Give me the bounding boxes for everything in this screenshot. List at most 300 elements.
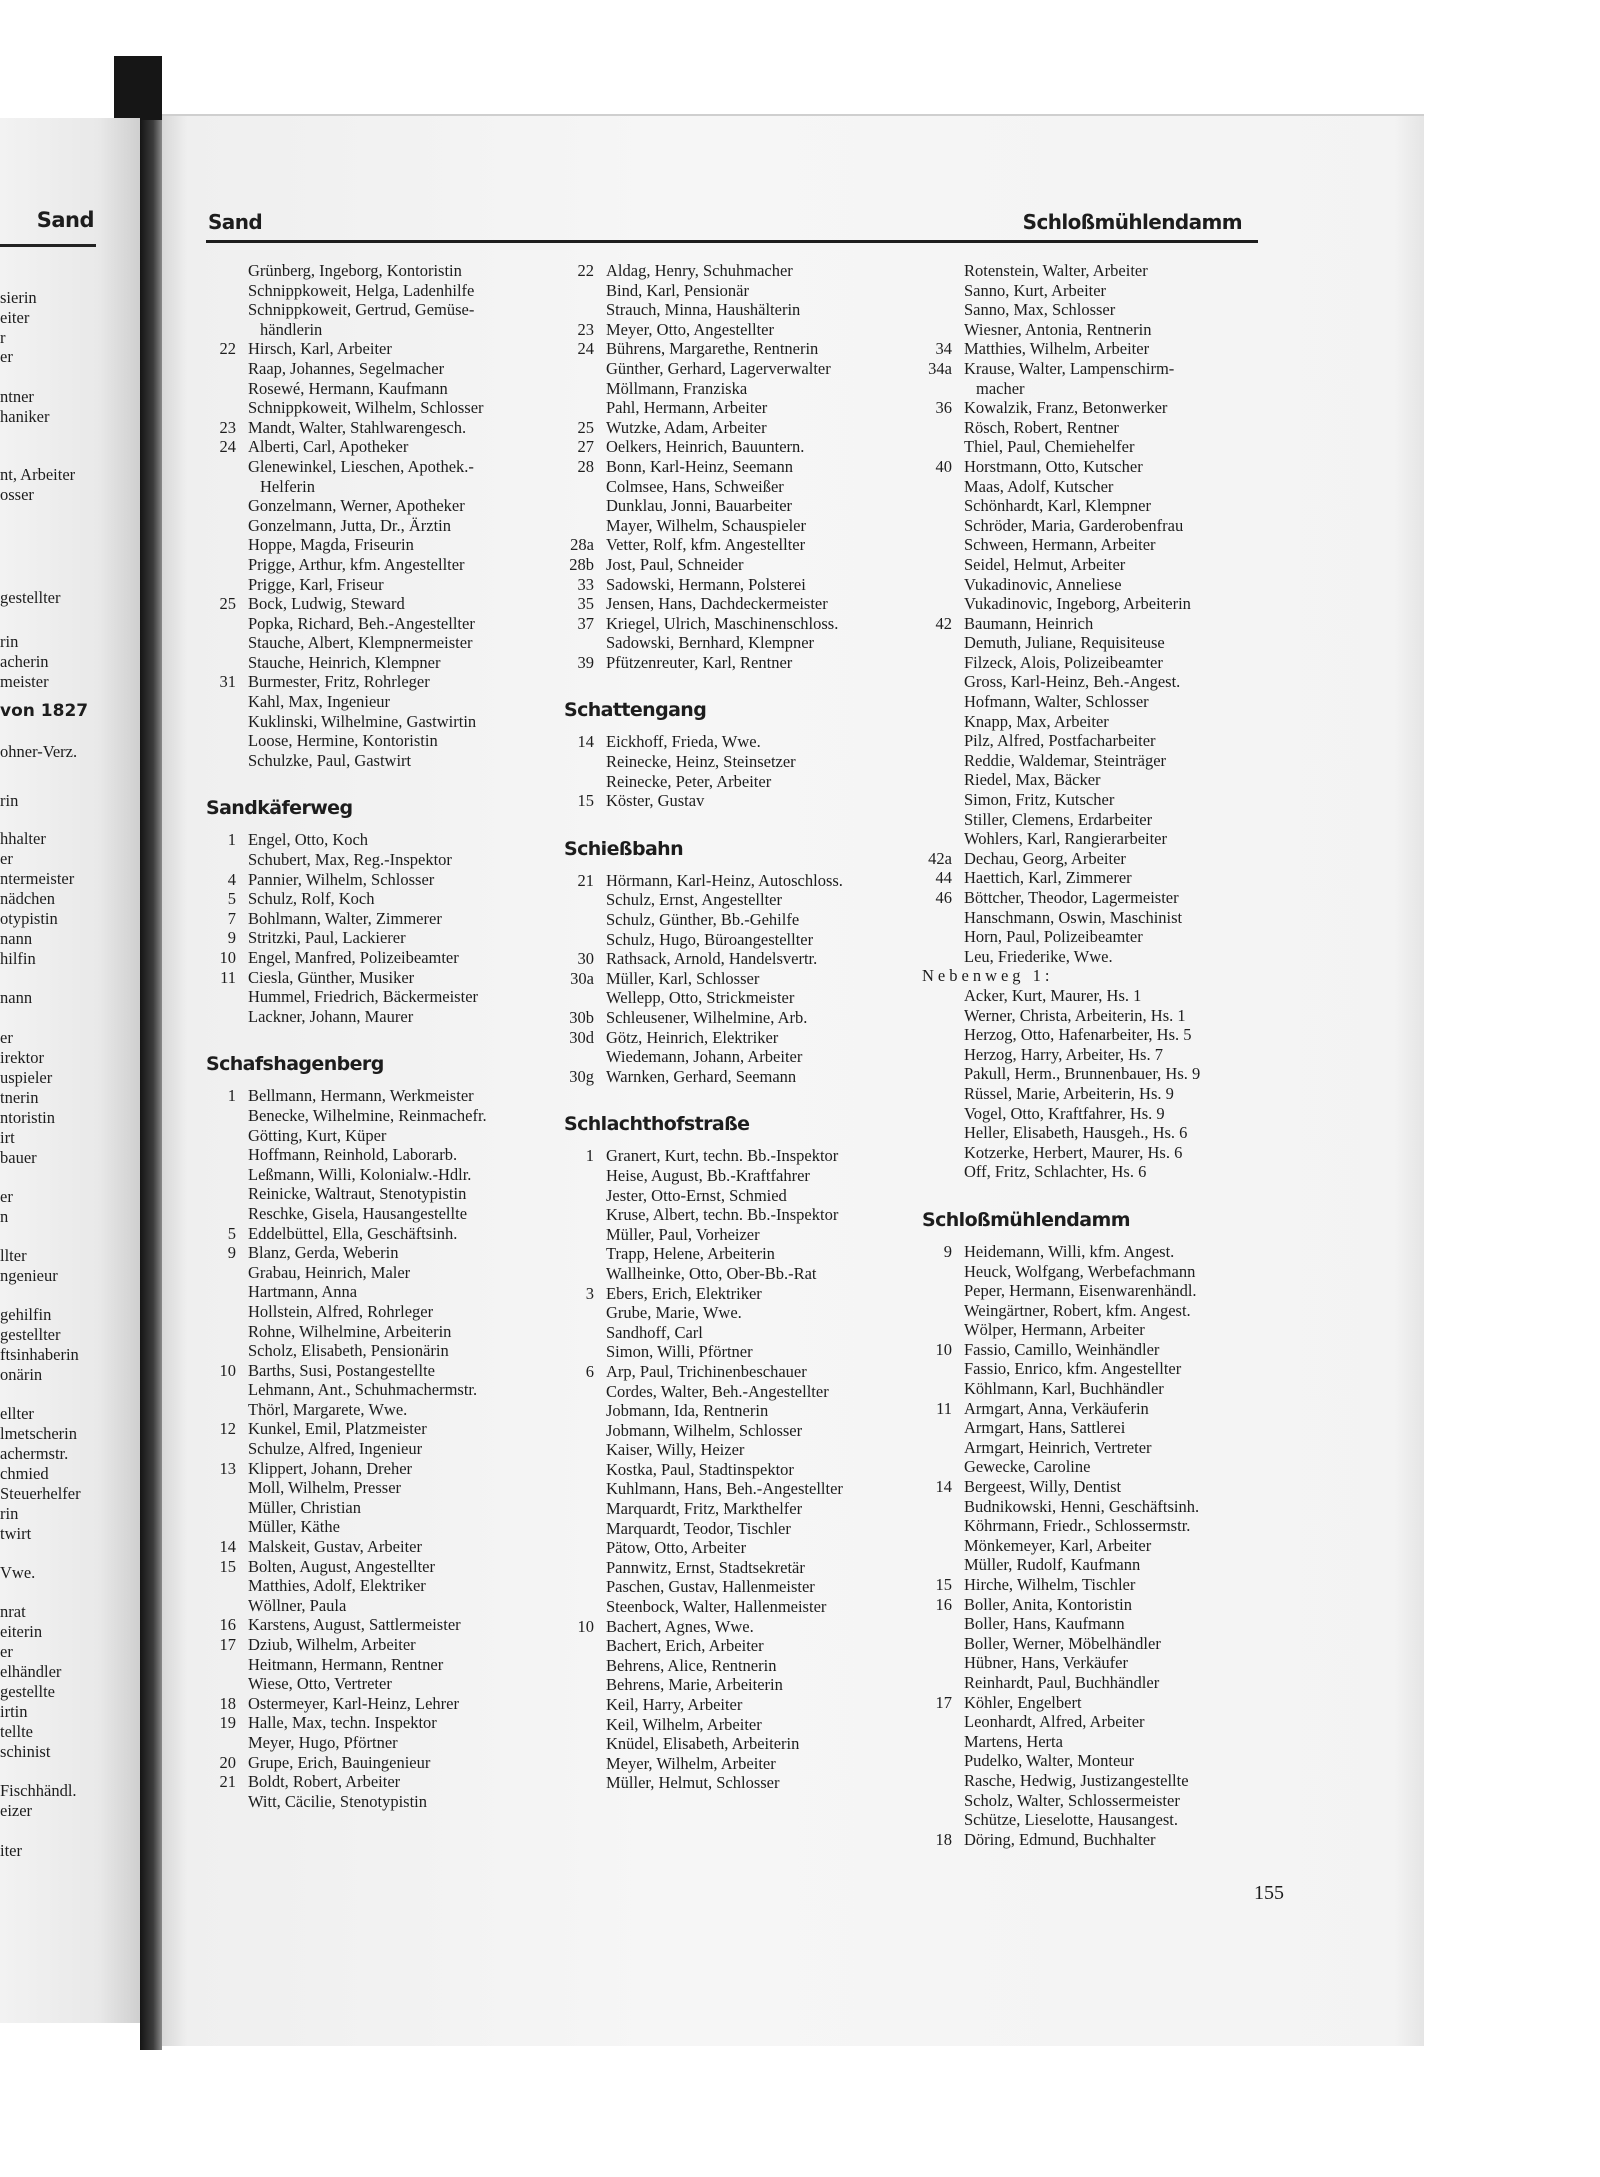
resident-text: Pudelko, Walter, Monteur bbox=[964, 1751, 1135, 1771]
resident-entry bbox=[564, 398, 904, 418]
resident-text: Budnikowski, Henni, Geschäftsinh. bbox=[964, 1496, 1200, 1516]
resident-text: Pahl, Hermann, Arbeiter bbox=[606, 398, 768, 418]
resident-text: Bolten, August, Angestellter bbox=[248, 1556, 435, 1576]
resident-entry bbox=[564, 1008, 904, 1028]
resident-entry bbox=[564, 1421, 904, 1441]
left-page-fragment: er bbox=[0, 1187, 13, 1206]
resident-text: Gonzelmann, Jutta, Dr., Ärztin bbox=[248, 515, 451, 535]
resident-entry bbox=[922, 516, 1272, 536]
directory-column-2 bbox=[564, 261, 904, 1793]
house-number: 14 bbox=[577, 732, 594, 752]
resident-entry bbox=[922, 1006, 1272, 1026]
resident-entry bbox=[564, 1303, 904, 1323]
house-number bbox=[922, 261, 964, 281]
resident-entry bbox=[922, 261, 1272, 281]
left-page-fragment: ntermeister bbox=[0, 869, 75, 888]
resident-text: Rasche, Hedwig, Justizangestellte bbox=[964, 1770, 1189, 1790]
resident-entry bbox=[206, 1478, 546, 1498]
house-number: 34 bbox=[935, 339, 952, 359]
left-page-fragment: r bbox=[0, 328, 6, 347]
resident-text: Malskeit, Gustav, Arbeiter bbox=[248, 1537, 422, 1557]
resident-entry bbox=[922, 1242, 1272, 1262]
left-page-fragment: ohner-Verz. bbox=[0, 742, 78, 761]
house-number: 1 bbox=[585, 1146, 594, 1166]
house-number bbox=[564, 1264, 606, 1284]
resident-text: Mandt, Walter, Stahlwarengesch. bbox=[248, 417, 467, 437]
resident-entry bbox=[564, 1460, 904, 1480]
resident-text: Peper, Hermann, Eisenwarenhändl. bbox=[964, 1281, 1197, 1301]
resident-entry bbox=[564, 988, 904, 1008]
house-number: 14 bbox=[219, 1537, 236, 1557]
left-page-fragment: gestellter bbox=[0, 588, 61, 607]
resident-entry bbox=[206, 437, 546, 457]
house-number bbox=[922, 300, 964, 320]
house-number bbox=[922, 1732, 964, 1752]
house-number bbox=[922, 1025, 964, 1045]
house-number bbox=[206, 1655, 248, 1675]
house-number: 3 bbox=[585, 1283, 594, 1303]
resident-entry bbox=[922, 1045, 1272, 1065]
house-number bbox=[922, 575, 964, 595]
resident-entry bbox=[564, 1401, 904, 1421]
resident-text: Pannier, Wilhelm, Schlosser bbox=[248, 869, 435, 889]
house-number bbox=[922, 947, 964, 967]
resident-text: Boller, Werner, Möbelhändler bbox=[964, 1633, 1161, 1653]
resident-entry bbox=[206, 1576, 546, 1596]
resident-text: Arp, Paul, Trichinenbeschauer bbox=[606, 1361, 807, 1381]
resident-text: Jobmann, Wilhelm, Schlosser bbox=[606, 1420, 803, 1440]
resident-entry bbox=[922, 868, 1272, 888]
left-page-fragment: nann bbox=[0, 988, 33, 1007]
house-number bbox=[922, 1438, 964, 1458]
resident-entry bbox=[206, 968, 546, 988]
left-page-fragment: nann bbox=[0, 929, 33, 948]
resident-entry bbox=[564, 575, 904, 595]
house-number bbox=[922, 496, 964, 516]
resident-entry bbox=[206, 418, 546, 438]
resident-entry bbox=[564, 379, 904, 399]
resident-entry bbox=[922, 1301, 1272, 1321]
resident-text: Marquardt, Fritz, Markthelfer bbox=[606, 1499, 803, 1519]
house-number bbox=[922, 1281, 964, 1301]
house-number: 42 bbox=[935, 613, 952, 633]
house-number bbox=[922, 1084, 964, 1104]
resident-entry bbox=[922, 653, 1272, 673]
resident-text: Wiese, Otto, Vertreter bbox=[248, 1674, 392, 1694]
resident-entry bbox=[206, 1733, 546, 1753]
resident-entry bbox=[564, 516, 904, 536]
house-number bbox=[206, 1517, 248, 1537]
resident-entry bbox=[922, 672, 1272, 692]
resident-text: Helferin bbox=[260, 476, 315, 496]
resident-text: Rohne, Wilhelmine, Arbeiterin bbox=[248, 1321, 452, 1341]
house-number bbox=[206, 633, 248, 653]
resident-text: Herzog, Harry, Arbeiter, Hs. 7 bbox=[964, 1044, 1163, 1064]
house-number bbox=[922, 653, 964, 673]
resident-text: Sandhoff, Carl bbox=[606, 1322, 703, 1342]
resident-text: Schnippkoweit, Wilhelm, Schlosser bbox=[248, 398, 484, 418]
resident-entry bbox=[564, 457, 904, 477]
resident-text: Thörl, Margarete, Wwe. bbox=[248, 1399, 408, 1419]
resident-entry bbox=[206, 909, 546, 929]
resident-entry bbox=[922, 829, 1272, 849]
resident-entry bbox=[206, 281, 546, 301]
house-number bbox=[922, 594, 964, 614]
left-page-fragment: hhalter bbox=[0, 829, 46, 848]
resident-text: Böttcher, Theodor, Lagermeister bbox=[964, 888, 1179, 907]
resident-entry bbox=[564, 1617, 904, 1637]
resident-text: Raap, Johannes, Segelmacher bbox=[248, 358, 445, 378]
resident-entry bbox=[922, 888, 1272, 908]
house-number bbox=[922, 516, 964, 536]
house-number bbox=[564, 1538, 606, 1558]
resident-entry bbox=[922, 1653, 1272, 1673]
resident-text: Stauche, Albert, Klempnermeister bbox=[248, 633, 473, 653]
resident-text: Schulz, Ernst, Angestellter bbox=[606, 890, 782, 910]
house-number bbox=[206, 1322, 248, 1342]
resident-text: macher bbox=[976, 378, 1025, 398]
resident-text: Köhrmann, Friedr., Schlossermstr. bbox=[964, 1516, 1191, 1536]
house-number: 25 bbox=[577, 417, 594, 437]
resident-entry bbox=[922, 1830, 1272, 1850]
resident-text: Schulze, Alfred, Ingenieur bbox=[248, 1439, 423, 1459]
left-page-fragment: Fischhändl. bbox=[0, 1781, 77, 1800]
resident-entry bbox=[922, 359, 1272, 379]
left-page-fragment: n bbox=[0, 1207, 9, 1226]
resident-entry bbox=[922, 1162, 1272, 1182]
resident-text: Stiller, Clemens, Erdarbeiter bbox=[964, 809, 1153, 829]
house-number: 28a bbox=[570, 535, 594, 555]
house-number bbox=[564, 300, 606, 320]
page-number: 155 bbox=[1254, 1882, 1284, 1904]
resident-text: Vukadinovic, Ingeborg, Arbeiterin bbox=[964, 594, 1191, 614]
house-number: 40 bbox=[935, 456, 952, 476]
house-number bbox=[564, 1695, 606, 1715]
house-number bbox=[922, 1791, 964, 1811]
resident-entry bbox=[206, 379, 546, 399]
resident-text: Jobmann, Ida, Rentnerin bbox=[606, 1401, 769, 1421]
resident-entry bbox=[206, 555, 546, 575]
resident-entry bbox=[206, 830, 546, 850]
house-number bbox=[564, 1303, 606, 1323]
house-number bbox=[564, 516, 606, 536]
house-number bbox=[564, 1047, 606, 1067]
resident-text: Granert, Kurt, techn. Bb.-Inspektor bbox=[606, 1146, 839, 1166]
left-page-fragment: nrat bbox=[0, 1602, 26, 1621]
left-page-fragment: nädchen bbox=[0, 889, 55, 908]
house-number bbox=[564, 1166, 606, 1186]
resident-text: Kahl, Max, Ingenieur bbox=[248, 692, 391, 712]
resident-entry bbox=[564, 1264, 904, 1284]
resident-text: Reschke, Gisela, Hausangestellte bbox=[248, 1203, 468, 1223]
resident-text: Bergeest, Willy, Dentist bbox=[964, 1477, 1122, 1497]
house-number bbox=[922, 692, 964, 712]
resident-text: Bind, Karl, Pensionär bbox=[606, 280, 749, 300]
resident-text: Klippert, Johann, Dreher bbox=[248, 1458, 413, 1478]
house-number bbox=[206, 1674, 248, 1694]
resident-entry bbox=[922, 1712, 1272, 1732]
resident-text: Wohlers, Karl, Rangierarbeiter bbox=[964, 829, 1168, 849]
resident-text: Wellepp, Otto, Strickmeister bbox=[606, 988, 795, 1008]
resident-entry bbox=[922, 339, 1272, 359]
resident-text: Martens, Herta bbox=[964, 1731, 1063, 1751]
house-number bbox=[206, 1302, 248, 1322]
house-number bbox=[206, 398, 248, 418]
house-number: 44 bbox=[935, 868, 952, 888]
resident-text: Heise, August, Bb.-Kraftfahrer bbox=[606, 1165, 810, 1185]
house-number bbox=[206, 535, 248, 555]
resident-text: Heuck, Wolfgang, Werbefachmann bbox=[964, 1261, 1196, 1281]
resident-text: Jensen, Hans, Dachdeckermeister bbox=[606, 594, 828, 614]
header-rule bbox=[206, 240, 1258, 243]
resident-text: Lehmann, Ant., Schuhmachermstr. bbox=[248, 1380, 478, 1400]
directory-column-3 bbox=[922, 261, 1272, 1849]
resident-entry bbox=[922, 947, 1272, 967]
resident-entry bbox=[564, 496, 904, 516]
house-number: 20 bbox=[219, 1752, 236, 1772]
resident-text: Scholz, Walter, Schlossermeister bbox=[964, 1790, 1180, 1810]
house-number bbox=[922, 1555, 964, 1575]
resident-entry bbox=[564, 320, 904, 340]
house-number bbox=[206, 1106, 248, 1126]
resident-text: Hoppe, Magda, Friseurin bbox=[248, 535, 414, 555]
resident-text: Stritzki, Paul, Lackierer bbox=[248, 928, 406, 948]
resident-text: Müller, Paul, Vorheizer bbox=[606, 1224, 760, 1244]
house-number: 17 bbox=[219, 1635, 236, 1654]
house-number bbox=[564, 1773, 606, 1793]
house-number: 30g bbox=[569, 1066, 594, 1086]
resident-entry bbox=[206, 614, 546, 634]
resident-entry bbox=[922, 1359, 1272, 1379]
resident-entry bbox=[206, 928, 546, 948]
resident-text: Moll, Wilhelm, Presser bbox=[248, 1478, 402, 1498]
house-number bbox=[922, 1457, 964, 1477]
resident-entry bbox=[922, 633, 1272, 653]
resident-entry bbox=[922, 1262, 1272, 1282]
house-number bbox=[922, 281, 964, 301]
house-number: 4 bbox=[227, 869, 236, 889]
left-page-fragment: osser bbox=[0, 485, 34, 504]
resident-entry bbox=[206, 477, 546, 497]
resident-entry bbox=[922, 379, 1272, 399]
resident-entry bbox=[922, 1064, 1272, 1084]
resident-text: Baumann, Heinrich bbox=[964, 613, 1094, 633]
resident-entry bbox=[922, 986, 1272, 1006]
resident-text: Armgart, Anna, Verkäuferin bbox=[964, 1398, 1149, 1418]
resident-entry bbox=[922, 1771, 1272, 1791]
house-number bbox=[206, 379, 248, 399]
resident-entry bbox=[206, 1106, 546, 1126]
resident-entry bbox=[922, 770, 1272, 790]
resident-entry bbox=[564, 1519, 904, 1539]
house-number: 7 bbox=[227, 908, 236, 928]
resident-text: Horn, Paul, Polizeibeamter bbox=[964, 927, 1143, 947]
house-number: 31 bbox=[219, 672, 236, 692]
resident-text: Loose, Hermine, Kontoristin bbox=[248, 731, 438, 751]
left-page-fragment: uspieler bbox=[0, 1068, 53, 1087]
left-page-fragment: acherin bbox=[0, 652, 49, 671]
resident-text: Werner, Christa, Arbeiterin, Hs. 1 bbox=[964, 1005, 1186, 1025]
resident-text: Jost, Paul, Schneider bbox=[606, 554, 744, 574]
resident-entry bbox=[922, 457, 1272, 477]
resident-text: Pätow, Otto, Arbeiter bbox=[606, 1538, 747, 1558]
resident-entry bbox=[922, 1555, 1272, 1575]
resident-entry bbox=[564, 1754, 904, 1774]
resident-text: Dziub, Wilhelm, Arbeiter bbox=[248, 1635, 416, 1654]
house-number: 18 bbox=[935, 1829, 952, 1849]
house-number: 1 bbox=[227, 830, 236, 850]
house-number: 30 bbox=[577, 949, 594, 969]
resident-text: Simon, Fritz, Kutscher bbox=[964, 790, 1115, 810]
resident-entry bbox=[206, 850, 546, 870]
resident-text: Dunklau, Jonni, Bauarbeiter bbox=[606, 496, 793, 516]
house-number bbox=[206, 516, 248, 536]
resident-text: Boller, Hans, Kaufmann bbox=[964, 1614, 1125, 1634]
left-page-fragment: rin bbox=[0, 791, 19, 810]
house-number: 28b bbox=[569, 554, 594, 574]
resident-entry bbox=[206, 1126, 546, 1146]
resident-text: Schnippkoweit, Gertrud, Gemüse- bbox=[248, 300, 475, 320]
resident-entry bbox=[206, 987, 546, 1007]
house-number bbox=[922, 1497, 964, 1517]
house-number bbox=[922, 1516, 964, 1536]
house-number bbox=[922, 1810, 964, 1830]
book-gutter bbox=[140, 120, 162, 2050]
house-number bbox=[564, 1205, 606, 1225]
house-number bbox=[922, 1536, 964, 1556]
resident-entry bbox=[564, 1558, 904, 1578]
resident-text: Filzeck, Alois, Polizeibeamter bbox=[964, 652, 1163, 672]
resident-entry bbox=[206, 633, 546, 653]
house-number bbox=[564, 379, 606, 399]
house-number bbox=[564, 1244, 606, 1264]
street-heading: Schlachthofstraße bbox=[564, 1113, 750, 1136]
house-number: 24 bbox=[577, 339, 594, 359]
resident-text: Schulzke, Paul, Gastwirt bbox=[248, 750, 412, 770]
resident-text: Köster, Gustav bbox=[606, 791, 705, 811]
house-number bbox=[564, 281, 606, 301]
resident-text: Kowalzik, Franz, Betonwerker bbox=[964, 398, 1168, 418]
house-number bbox=[564, 1675, 606, 1695]
resident-text: Halle, Max, techn. Inspektor bbox=[248, 1713, 437, 1733]
resident-entry bbox=[564, 653, 904, 673]
resident-text: Hanschmann, Oswin, Maschinist bbox=[964, 907, 1183, 927]
left-page-fragment: gehilfin bbox=[0, 1305, 52, 1324]
resident-text: Kuhlmann, Hans, Beh.-Angestellter bbox=[606, 1479, 843, 1499]
resident-entry bbox=[564, 1146, 904, 1166]
resident-text: Vogel, Otto, Kraftfahrer, Hs. 9 bbox=[964, 1103, 1165, 1123]
resident-text: Schulz, Rolf, Koch bbox=[248, 889, 375, 909]
house-number bbox=[922, 770, 964, 790]
resident-text: Meyer, Hugo, Pförtner bbox=[248, 1732, 398, 1752]
resident-entry bbox=[564, 1734, 904, 1754]
resident-text: Keil, Wilhelm, Arbeiter bbox=[606, 1714, 762, 1734]
resident-text: Knüdel, Elisabeth, Arbeiterin bbox=[606, 1734, 800, 1754]
house-number bbox=[206, 731, 248, 751]
left-page-fragment: chmied bbox=[0, 1464, 49, 1483]
resident-entry bbox=[206, 1282, 546, 1302]
left-page-fragment: eizer bbox=[0, 1801, 33, 1820]
resident-text: Trapp, Helene, Arbeiterin bbox=[606, 1244, 775, 1264]
house-number: 1 bbox=[227, 1086, 236, 1106]
resident-entry bbox=[206, 889, 546, 909]
house-number bbox=[922, 1262, 964, 1282]
left-page-fragment: er bbox=[0, 1028, 13, 1047]
resident-entry bbox=[922, 1732, 1272, 1752]
house-number bbox=[564, 1715, 606, 1735]
resident-entry bbox=[922, 1516, 1272, 1536]
resident-text: Steenbock, Walter, Hallenmeister bbox=[606, 1597, 827, 1617]
resident-text: Schönhardt, Karl, Klempner bbox=[964, 496, 1151, 516]
left-page-fragment: irektor bbox=[0, 1048, 44, 1067]
resident-entry bbox=[206, 1498, 546, 1518]
resident-text: Leonhardt, Alfred, Arbeiter bbox=[964, 1712, 1145, 1732]
house-number bbox=[206, 359, 248, 379]
resident-entry bbox=[206, 1165, 546, 1185]
house-number bbox=[206, 850, 248, 870]
resident-entry bbox=[922, 614, 1272, 634]
directory-column-1 bbox=[206, 261, 546, 1811]
house-number bbox=[922, 1359, 964, 1379]
resident-text: Jester, Otto-Ernst, Schmied bbox=[606, 1185, 787, 1205]
resident-text: Matthies, Wilhelm, Arbeiter bbox=[964, 339, 1150, 359]
resident-text: Boldt, Robert, Arbeiter bbox=[248, 1772, 401, 1792]
resident-text: Kostka, Paul, Stadtinspektor bbox=[606, 1459, 794, 1479]
resident-entry bbox=[564, 1479, 904, 1499]
resident-text: Rosewé, Hermann, Kaufmann bbox=[248, 378, 448, 398]
resident-entry bbox=[206, 1361, 546, 1381]
house-number: 12 bbox=[219, 1419, 236, 1439]
resident-entry bbox=[564, 1382, 904, 1402]
resident-text: Witt, Cäcilie, Stenotypistin bbox=[248, 1791, 427, 1811]
right-page bbox=[162, 114, 1424, 2046]
house-number bbox=[564, 1734, 606, 1754]
house-number: 22 bbox=[577, 261, 594, 280]
resident-entry bbox=[564, 1323, 904, 1343]
resident-text: Köhler, Engelbert bbox=[964, 1692, 1082, 1712]
resident-entry bbox=[922, 535, 1272, 555]
resident-text: Bachert, Erich, Arbeiter bbox=[606, 1636, 764, 1656]
resident-text: Eickhoff, Frieda, Wwe. bbox=[606, 732, 761, 752]
house-number bbox=[564, 1656, 606, 1676]
resident-text: Wiesner, Antonia, Rentnerin bbox=[964, 319, 1152, 339]
resident-text: Off, Fritz, Schlachter, Hs. 6 bbox=[964, 1162, 1147, 1182]
left-page-fragment: otypistin bbox=[0, 909, 58, 928]
house-number bbox=[206, 575, 248, 595]
resident-text: Colmsee, Hans, Schweißer bbox=[606, 476, 784, 496]
resident-entry bbox=[206, 1322, 546, 1342]
resident-text: Kaiser, Willy, Heizer bbox=[606, 1440, 745, 1460]
resident-entry bbox=[564, 732, 904, 752]
resident-entry bbox=[922, 320, 1272, 340]
resident-entry bbox=[206, 1243, 546, 1263]
resident-text: Sanno, Max, Schlosser bbox=[964, 300, 1116, 320]
resident-text: Grabau, Heinrich, Maler bbox=[248, 1262, 411, 1282]
resident-text: Scholz, Elisabeth, Pensionärin bbox=[248, 1341, 449, 1361]
resident-text: Bührens, Margarethe, Rentnerin bbox=[606, 339, 819, 359]
resident-text: Strauch, Minna, Haushälterin bbox=[606, 300, 801, 320]
house-number bbox=[922, 790, 964, 810]
resident-entry bbox=[206, 948, 546, 968]
resident-entry bbox=[206, 751, 546, 771]
page-header-left: Sand bbox=[208, 210, 263, 234]
left-page-fragment: sierin bbox=[0, 288, 37, 307]
house-number bbox=[922, 829, 964, 849]
house-number bbox=[922, 437, 964, 457]
resident-entry bbox=[564, 1067, 904, 1087]
resident-text: Engel, Otto, Koch bbox=[248, 830, 369, 850]
resident-text: Lackner, Johann, Maurer bbox=[248, 1006, 414, 1026]
